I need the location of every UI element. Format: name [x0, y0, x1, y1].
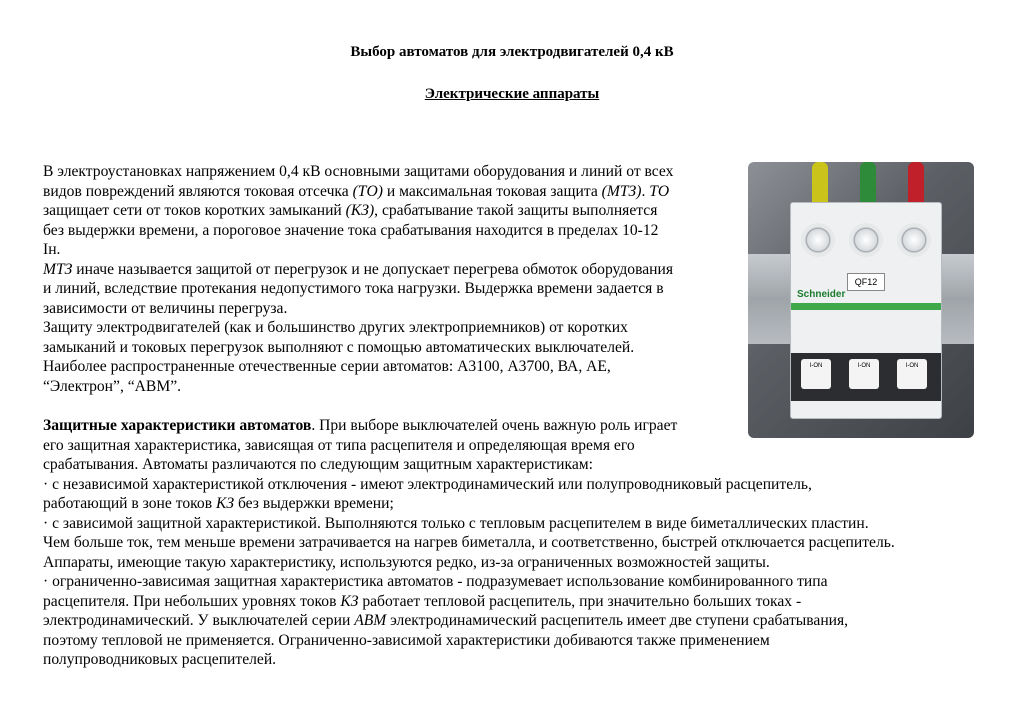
text-segment: зависимости от величины перегруза.: [43, 300, 288, 317]
text-segment: · с зависимой защитной характеристикой. Выполняются только с тепловым расцепителем в виде биметаллических пластин.: [43, 515, 869, 532]
text-segment: замыканий и токовых перегрузок выполняют с помощью автоматических выключателей.: [43, 339, 635, 356]
text-segment: без выдержки времени;: [234, 495, 394, 512]
text-segment: работает тепловой расцепитель, при значительно больших токах -: [358, 593, 802, 610]
text-segment: .: [641, 183, 650, 200]
breaker-label: QF12: [847, 273, 885, 291]
text-line: [43, 299, 287, 319]
text-segment: без выдержки времени, а пороговое значение тока срабатывания находится в пределах 10-12: [43, 222, 659, 239]
bold-text: Защитные характеристики автоматов: [43, 417, 312, 434]
text-segment: Наиболее распространенные отечественные серии автоматов: А3100, А3700, ВА, АЕ,: [43, 358, 611, 375]
circuit-breaker: [790, 202, 942, 419]
document-title: Выбор автоматов для электродвигателей 0,4 кВ: [350, 44, 674, 60]
brand-band: [791, 303, 941, 310]
text-line: [43, 201, 657, 221]
text-line: [43, 455, 593, 475]
text-line: [43, 357, 611, 377]
breaker-lever: I-ON: [801, 359, 831, 389]
text-segment: “Электрон”, “АВМ”.: [43, 378, 182, 395]
text-segment: Iн.: [43, 241, 61, 258]
text-line: [43, 475, 812, 495]
text-line: [43, 572, 828, 592]
text-line: [43, 279, 664, 299]
text-line: [43, 494, 394, 514]
text-line: [43, 338, 634, 358]
italic-text: КЗ: [215, 495, 235, 512]
italic-text: ТО: [649, 183, 670, 200]
text-segment: иначе называется защитой от перегрузок и не допускает перегрева обмоток оборудования: [72, 261, 674, 278]
text-segment: расцепителя. При небольших уровнях токов: [43, 593, 341, 610]
text-line: [43, 377, 181, 397]
text-segment: срабатывания. Автоматы различаются по следующим защитным характеристикам:: [43, 456, 593, 473]
italic-text: (МТЗ): [601, 183, 642, 200]
text-line: [43, 611, 848, 631]
text-segment: и линий, вследствие протекания недопустимого тока нагрузки. Выдержка времени задается в: [43, 280, 664, 297]
text-segment: поэтому тепловой не применяется. Ограниченно-зависимой характеристики добиваются также применением: [43, 632, 770, 649]
text-line: [43, 221, 658, 241]
text-segment: и максимальная токовая защита: [382, 183, 602, 200]
text-segment: защищает сети от токов коротких замыканий: [43, 202, 346, 219]
italic-text: АВМ: [354, 612, 387, 629]
text-line: [43, 436, 635, 456]
terminal-screw: [897, 223, 931, 257]
text-segment: · ограниченно-зависимая защитная характеристика автоматов - подразумевает использование комбинированного типа: [43, 573, 828, 590]
text-segment: работающий в зоне токов: [43, 495, 216, 512]
italic-text: (КЗ): [345, 202, 375, 219]
text-line: [43, 592, 801, 612]
text-segment: Чем больше ток, тем меньше времени затрачивается на нагрев биметалла, и соответственно, быстрей отключается расцепитель.: [43, 534, 895, 551]
italic-text: МТЗ: [43, 261, 73, 278]
text-segment: Аппараты, имеющие такую характеристику, используются редко, из-за ограниченных возможностей защиты.: [43, 554, 770, 571]
breaker-lever: I-ON: [897, 359, 927, 389]
italic-text: КЗ: [340, 593, 359, 610]
circuit-breaker-photo: [748, 162, 974, 438]
breaker-lever: I-ON: [849, 359, 879, 389]
document-subtitle: Электрические аппараты: [424, 86, 600, 102]
text-line: [43, 318, 628, 338]
text-line: [43, 182, 669, 202]
text-segment: электродинамический. У выключателей серии: [43, 612, 355, 629]
brand-logo: Schneider: [797, 289, 846, 300]
text-segment: его защитная характеристика, зависящая от типа расцепителя и определяющая время его: [43, 437, 635, 454]
text-line: [43, 631, 770, 651]
text-line: [43, 240, 60, 260]
text-line: [43, 162, 673, 182]
text-segment: · с независимой характеристикой отключения - имеют электродинамический или полупроводниковый расцепитель,: [43, 476, 812, 493]
text-segment: . При выборе выключателей очень важную роль играет: [311, 417, 678, 434]
text-line: [43, 514, 869, 534]
text-line: [43, 553, 770, 573]
text-segment: Защиту электродвигателей (как и большинство других электроприемников) от коротких: [43, 319, 628, 336]
text-segment: , срабатывание такой защиты выполняется: [374, 202, 658, 219]
text-segment: видов повреждений являются токовая отсечка: [43, 183, 353, 200]
text-line: [43, 416, 677, 436]
text-segment: электродинамический расцепитель имеет две ступени срабатывания,: [386, 612, 849, 629]
text-line: [43, 533, 895, 553]
text-segment: В электроустановках напряжением 0,4 кВ основными защитами оборудования и линий от всех: [43, 163, 674, 180]
text-line: [43, 650, 276, 670]
text-line: [43, 260, 673, 280]
terminal-screw: [801, 223, 835, 257]
text-segment: полупроводниковых расцепителей.: [43, 651, 277, 668]
italic-text: (ТО): [352, 183, 383, 200]
terminal-screw: [849, 223, 883, 257]
